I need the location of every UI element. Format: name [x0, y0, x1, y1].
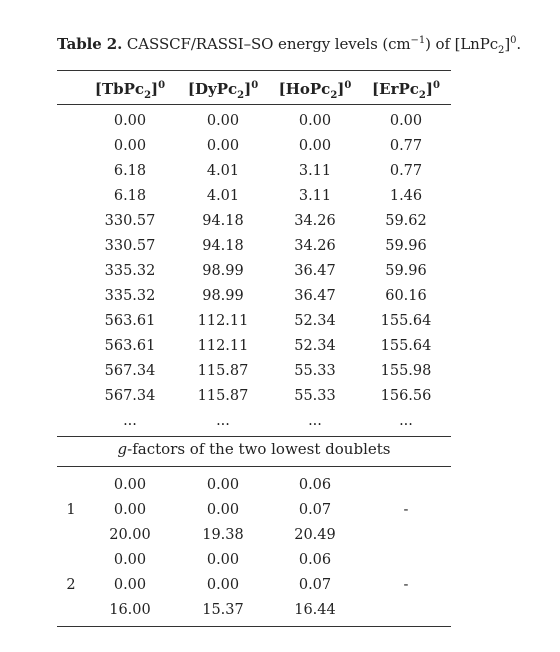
energy-cell: 34.26 [294, 238, 336, 254]
energy-cell: 115.87 [197, 363, 249, 379]
energy-cell: 335.32 [104, 263, 156, 279]
energy-cell: 567.34 [104, 388, 156, 404]
ligand-symbol: Pc [309, 80, 331, 98]
column-header: [DyPc$_2$]$^0$ [187, 80, 259, 101]
ligand-symbol: Pc [216, 80, 238, 98]
lanthanide-symbol: Dy [194, 80, 217, 98]
gfactor-cell: 0.00 [206, 477, 240, 493]
energy-cell: 94.18 [202, 213, 244, 229]
lanthanide-symbol: Er [379, 80, 399, 98]
energy-cell: 155.64 [380, 313, 432, 329]
doublet-index: 1 [66, 502, 76, 518]
energy-cell: 36.47 [294, 263, 336, 279]
ligand-count: 2 [418, 90, 426, 101]
energy-cell: 0.00 [389, 113, 423, 129]
section-rule-bottom [57, 466, 451, 467]
energy-cell: 0.77 [389, 163, 423, 179]
g-symbol: g [117, 440, 128, 458]
gfactor-cell: - [403, 577, 409, 593]
gfactor-cell: 0.07 [298, 577, 332, 593]
energy-cell: 0.77 [389, 138, 423, 154]
gfactor-cell: 0.00 [113, 577, 147, 593]
energy-cell: 563.61 [104, 338, 156, 354]
energy-cell: ... [308, 413, 322, 429]
charge: 0 [432, 80, 440, 91]
caption-label: Table 2. [57, 35, 123, 53]
energy-cell: 6.18 [113, 163, 147, 179]
energy-cell: 563.61 [104, 313, 156, 329]
caption-text: CASSCF/RASSI–SO energy levels (cm [122, 35, 411, 53]
energy-cell: 330.57 [104, 213, 156, 229]
energy-cell: ... [123, 413, 137, 429]
doublet-index [57, 599, 85, 621]
gfactor-cell [363, 474, 449, 496]
energy-cell: 567.34 [104, 363, 156, 379]
energy-cell: 1.46 [389, 188, 423, 204]
energy-cell: ... [399, 413, 413, 429]
doublet-index [57, 524, 85, 546]
energy-cell: 4.01 [206, 163, 240, 179]
energy-cell: 59.96 [385, 263, 427, 279]
gfactor-section-title [57, 440, 451, 458]
gfactor-cell: 0.00 [206, 552, 240, 568]
section-rule-top [57, 436, 451, 437]
gfactor-cell: 19.38 [202, 527, 244, 543]
energy-cell: 112.11 [197, 313, 249, 329]
energy-cell: 94.18 [202, 238, 244, 254]
energy-cell: 34.26 [294, 213, 336, 229]
gfactor-cell: 0.00 [206, 502, 240, 518]
energy-cell: 0.00 [206, 138, 240, 154]
energy-cell: 330.57 [104, 238, 156, 254]
energy-cell: ... [216, 413, 230, 429]
energy-cell: 115.87 [197, 388, 249, 404]
energy-cell: 155.98 [380, 363, 432, 379]
caption-subscript: 2 [498, 45, 505, 56]
charge: 0 [158, 80, 166, 91]
energy-cell: 98.99 [202, 288, 244, 304]
doublet-index: 2 [66, 577, 76, 593]
energy-cell: 55.33 [294, 388, 336, 404]
energy-cell: 36.47 [294, 288, 336, 304]
energy-cell: 3.11 [298, 163, 332, 179]
energy-cell: 60.16 [385, 288, 427, 304]
energy-cell: 0.00 [298, 113, 332, 129]
column-header: [ErPc$_2$]$^0$ [372, 80, 440, 101]
energy-cell: 6.18 [113, 188, 147, 204]
energy-cell: 52.34 [294, 313, 336, 329]
energy-cell: 55.33 [294, 363, 336, 379]
energy-cell: 98.99 [202, 263, 244, 279]
bottom-rule [57, 626, 451, 627]
gfactor-cell: 0.00 [206, 577, 240, 593]
energy-cell: 0.00 [298, 138, 332, 154]
header-rule [57, 104, 451, 105]
caption-text-4: . [516, 35, 522, 53]
gfactor-cell: 0.00 [113, 552, 147, 568]
gfactor-cell [363, 524, 449, 546]
energy-cell: 156.56 [380, 388, 432, 404]
ligand-count: 2 [144, 90, 152, 101]
caption-text-2: ) of [LnPc [425, 35, 499, 53]
lanthanide-symbol: Ho [285, 80, 310, 98]
caption-text-3: ] [504, 35, 511, 53]
energy-cell: 4.01 [206, 188, 240, 204]
charge: 0 [344, 80, 352, 91]
charge: 0 [251, 80, 259, 91]
gfactor-cell: 0.06 [298, 552, 332, 568]
table-caption [57, 35, 521, 56]
energy-cell: 3.11 [298, 188, 332, 204]
gfactor-cell: 0.00 [113, 502, 147, 518]
column-header: [TbPc$_2$]$^0$ [94, 80, 166, 101]
doublet-index [57, 474, 85, 496]
ligand-count: 2 [330, 90, 338, 101]
gfactor-cell: 15.37 [202, 602, 244, 618]
energy-cell: 0.00 [113, 113, 147, 129]
energy-cell: 112.11 [197, 338, 249, 354]
energy-cell: 0.00 [113, 138, 147, 154]
gfactor-cell: 0.06 [298, 477, 332, 493]
caption-unit-exponent: −1 [410, 35, 426, 46]
gfactor-title-text: -factors of the two lowest doublets [127, 440, 391, 458]
energy-cell: 59.96 [385, 238, 427, 254]
ligand-symbol: Pc [398, 80, 419, 98]
energy-cell: 155.64 [380, 338, 432, 354]
gfactor-cell: 0.07 [298, 502, 332, 518]
gfactor-cell: 16.44 [294, 602, 336, 618]
energy-cell: 0.00 [206, 113, 240, 129]
column-header: [HoPc$_2$]$^0$ [278, 80, 352, 101]
gfactor-cell: 16.00 [109, 602, 151, 618]
gfactor-cell: 0.00 [113, 477, 147, 493]
doublet-index [57, 549, 85, 571]
caption-superscript: 0 [510, 35, 517, 46]
gfactor-cell [363, 599, 449, 621]
ligand-count: 2 [237, 90, 245, 101]
gfactor-cell: 20.00 [109, 527, 151, 543]
gfactor-cell: - [403, 502, 409, 518]
lanthanide-symbol: Tb [101, 80, 124, 98]
energy-cell: 59.62 [385, 213, 427, 229]
energy-cell: 52.34 [294, 338, 336, 354]
ligand-symbol: Pc [123, 80, 145, 98]
energy-cell: 335.32 [104, 288, 156, 304]
gfactor-cell [363, 549, 449, 571]
gfactor-cell: 20.49 [294, 527, 336, 543]
